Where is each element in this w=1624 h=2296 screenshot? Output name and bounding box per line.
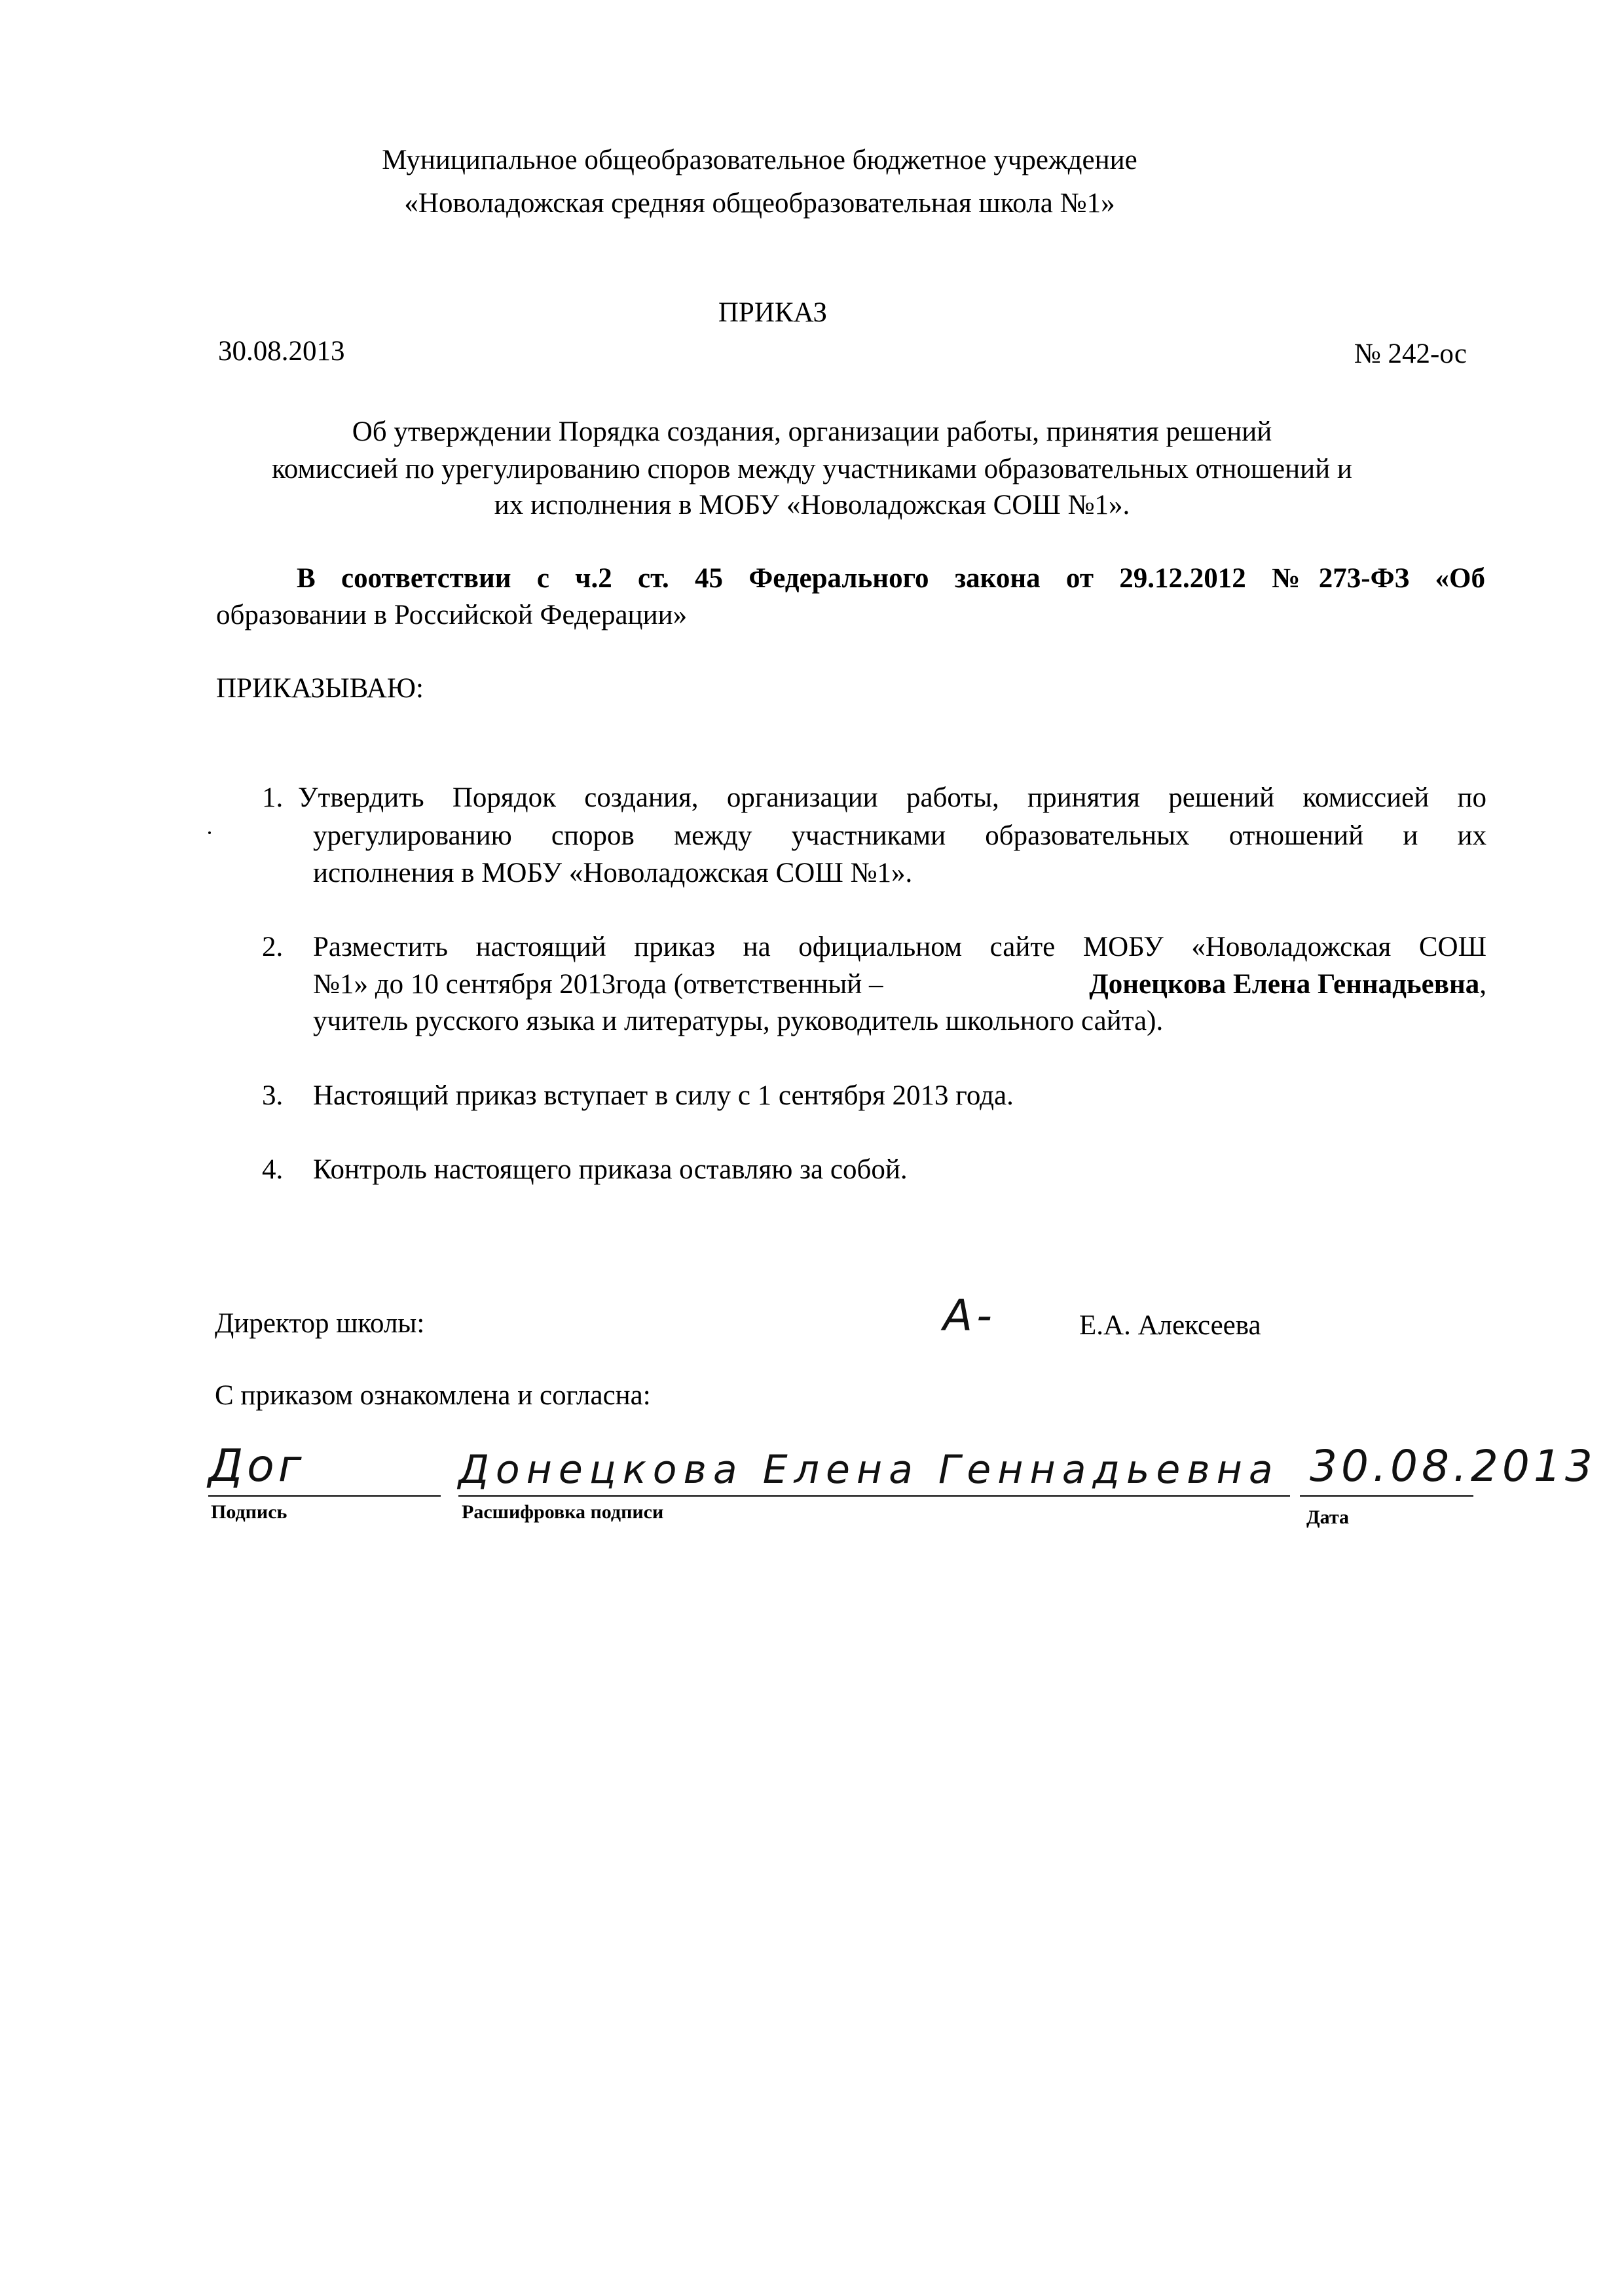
item-1-line2: урегулированию споров между участниками образовательных отношений и их bbox=[313, 820, 1486, 851]
item-2-line1: Разместить настоящий приказ на официальном сайте МОБУ «Новоладожская СОШ bbox=[313, 932, 1486, 962]
institution-name-line2: «Новоладожская средняя общеобразовательная школа №1» bbox=[404, 188, 1115, 219]
item-1-number: 1. bbox=[262, 782, 284, 813]
document-date: 30.08.2013 bbox=[218, 336, 345, 367]
employee-handwritten-date: 30.08.2013 bbox=[1310, 1441, 1596, 1491]
preamble-line1: В соответствии с ч.2 ст. 45 Федерального закона от 29.12.2012 №273-ФЗ «Об bbox=[297, 563, 1485, 594]
item-4-line1: Контроль настоящего приказа оставляю за собой. bbox=[313, 1154, 908, 1185]
institution-name-line1: Муниципальное общеобразовательное бюджетное учреждение bbox=[382, 145, 1137, 175]
item-3-line1: Настоящий приказ вступает в силу с 1 сентября 2013 года. bbox=[313, 1080, 1014, 1111]
item-4-number: 4. bbox=[262, 1154, 284, 1185]
subject-line1: Об утверждении Порядка создания, организации работы, принятия решений bbox=[352, 416, 1272, 447]
item-3-number: 3. bbox=[262, 1080, 284, 1111]
caption-signature: Подпись bbox=[211, 1501, 287, 1523]
document-title: ПРИКАЗ bbox=[718, 297, 828, 328]
item-2-line2 bbox=[313, 967, 1486, 1002]
director-handwritten-signature: А- bbox=[943, 1290, 996, 1341]
name-underline bbox=[458, 1495, 1290, 1497]
responsible-comma: , bbox=[1479, 969, 1486, 1000]
director-label: Директор школы: bbox=[215, 1308, 425, 1339]
scan-speck bbox=[208, 831, 211, 834]
item-2-number: 2. bbox=[262, 932, 284, 962]
caption-name: Расшифровка подписи bbox=[462, 1501, 664, 1523]
date-underline bbox=[1300, 1495, 1473, 1497]
document-number: № 242-ос bbox=[1354, 338, 1467, 369]
preamble-line2: образовании в Российской Федерации» bbox=[216, 600, 688, 630]
order-word: ПРИКАЗЫВАЮ: bbox=[216, 673, 424, 704]
signature-underline bbox=[208, 1495, 441, 1497]
subject-line2: комиссией по урегулированию споров между участниками образовательных отношений и bbox=[272, 454, 1352, 484]
employee-handwritten-name: Донецкова Елена Геннадьевна bbox=[458, 1447, 1280, 1493]
item-1-line1: Утвердить Порядок создания, организации работы, принятия решений комиссией по bbox=[298, 782, 1486, 813]
responsible-person bbox=[1089, 967, 1486, 1002]
subject-line3: их исполнения в МОБУ «Новоладожская СОШ №1». bbox=[494, 490, 1130, 520]
item-2-line3: учитель русского языка и литературы, руководитель школьного сайта). bbox=[313, 1006, 1164, 1036]
acknowledgement-text: С приказом ознакомлена и согласна: bbox=[215, 1380, 651, 1411]
item-1-line3: исполнения в МОБУ «Новоладожская СОШ №1». bbox=[313, 858, 913, 888]
director-name: Е.А. Алексеева bbox=[1079, 1310, 1261, 1341]
caption-date: Дата bbox=[1306, 1506, 1349, 1528]
responsible-person-name: Донецкова Елена Геннадьевна bbox=[1089, 969, 1480, 1000]
item-2-line2-text: №1» до 10 сентября 2013года (ответственный – bbox=[313, 969, 883, 1000]
employee-handwritten-signature: Дог bbox=[208, 1440, 306, 1492]
